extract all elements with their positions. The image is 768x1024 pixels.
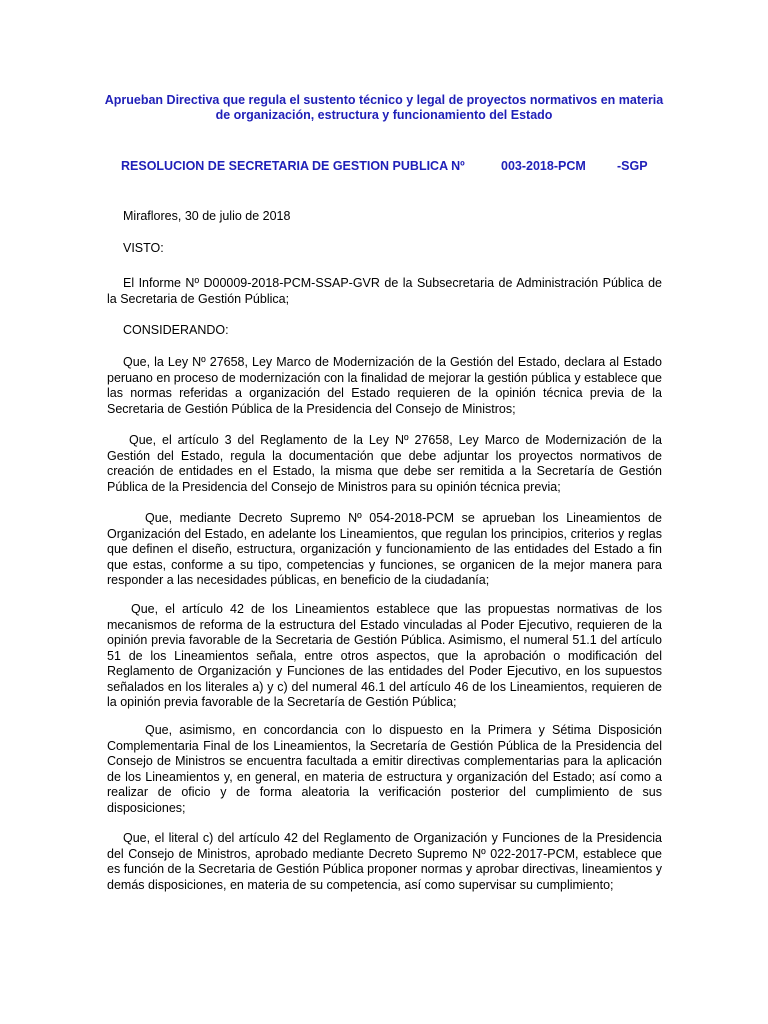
resolution-number: 003-2018-PCM: [501, 159, 586, 173]
document-title: Aprueban Directiva que regula el sustento técnico y legal de proyectos normativos en materia de organización, estructura y funcionamiento del Estado: [104, 93, 664, 122]
considerando-heading: CONSIDERANDO:: [123, 323, 229, 337]
considerando-paragraph-2: Que, el artículo 3 del Reglamento de la Ley Nº 27658, Ley Marco de Modernización de la Gestión del Estado, regula la documentación que debe adjuntar los proyectos normativos de creación de entidades en el Estado, la misma que debe ser remitida a la Secretaría de Gestión Pública de la Presidencia del Consejo de Ministros para su opinión técnica previa;: [107, 433, 662, 494]
visto-heading: VISTO:: [123, 241, 164, 255]
considerando-paragraph-5: Que, asimismo, en concordancia con lo dispuesto en la Primera y Sétima Disposición Complementaria Final de los Lineamientos, la Secretaría de Gestión Pública de la Presidencia del Consejo de Ministros se encuentra facultada a emitir directivas complementarias para la aplicación de los Lineamientos y, en general, en materia de estructura y organización del Estado; así como a realizar de oficio y de forma aleatoria la verificación posterior del cumplimiento de sus disposiciones;: [107, 723, 662, 815]
considerando-paragraph-4: Que, el artículo 42 de los Lineamientos establece que las propuestas normativas de los mecanismos de reforma de la estructura del Estado vinculadas al Poder Ejecutivo, requieren de la opinión previa favorable de la Secretaria de Gestión Pública. Asimismo, el numeral 51.1 del artículo 51 de los Lineamientos señala, entre otros aspectos, que la aprobación o modificación del Reglamento de Organización y Funciones de las entidades del Poder Ejecutivo, en los supuestos señalados en los literales a) y c) del numeral 46.1 del artículo 46 de los Lineamientos, requieren de la opinión previa favorable de la Secretaría de Gestión Pública;: [107, 602, 662, 709]
resolution-line: [0, 159, 768, 175]
resolution-suffix: -SGP: [617, 159, 648, 173]
considerando-paragraph-3: Que, mediante Decreto Supremo Nº 054-2018-PCM se aprueban los Lineamientos de Organización del Estado, en adelante los Lineamientos, que regulan los principios, criterios y reglas que definen el diseño, estructura, organización y funcionamiento de las entidades del Estado a fin que estas, conforme a su tipo, competencias y funciones, se organicen de la mejor manera para responder a las necesidades públicas, en beneficio de la ciudadanía;: [107, 511, 662, 587]
visto-paragraph: El Informe Nº D00009-2018-PCM-SSAP-GVR de la Subsecretaria de Administración Pública de la Secretaria de Gestión Pública;: [107, 276, 662, 306]
considerando-paragraph-1: Que, la Ley Nº 27658, Ley Marco de Modernización de la Gestión del Estado, declara al Estado peruano en proceso de modernización con la finalidad de mejorar la gestión pública y establece que las normas referidas a organización del Estado requieren de la opinión técnica previa de la Secretaria de Gestión Pública de la Presidencia del Consejo de Ministros;: [107, 355, 662, 416]
date-line: Miraflores, 30 de julio de 2018: [123, 209, 291, 223]
considerando-paragraph-6: Que, el literal c) del artículo 42 del Reglamento de Organización y Funciones de la Presidencia del Consejo de Ministros, aprobado mediante Decreto Supremo Nº 022-2017-PCM, establece que es función de la Secretaria de Gestión Pública proponer normas y aprobar directivas, lineamientos y demás disposiciones, en materia de su competencia, así como supervisar su cumplimiento;: [107, 831, 662, 892]
resolution-prefix: RESOLUCION DE SECRETARIA DE GESTION PUBLICA Nº: [121, 159, 465, 173]
